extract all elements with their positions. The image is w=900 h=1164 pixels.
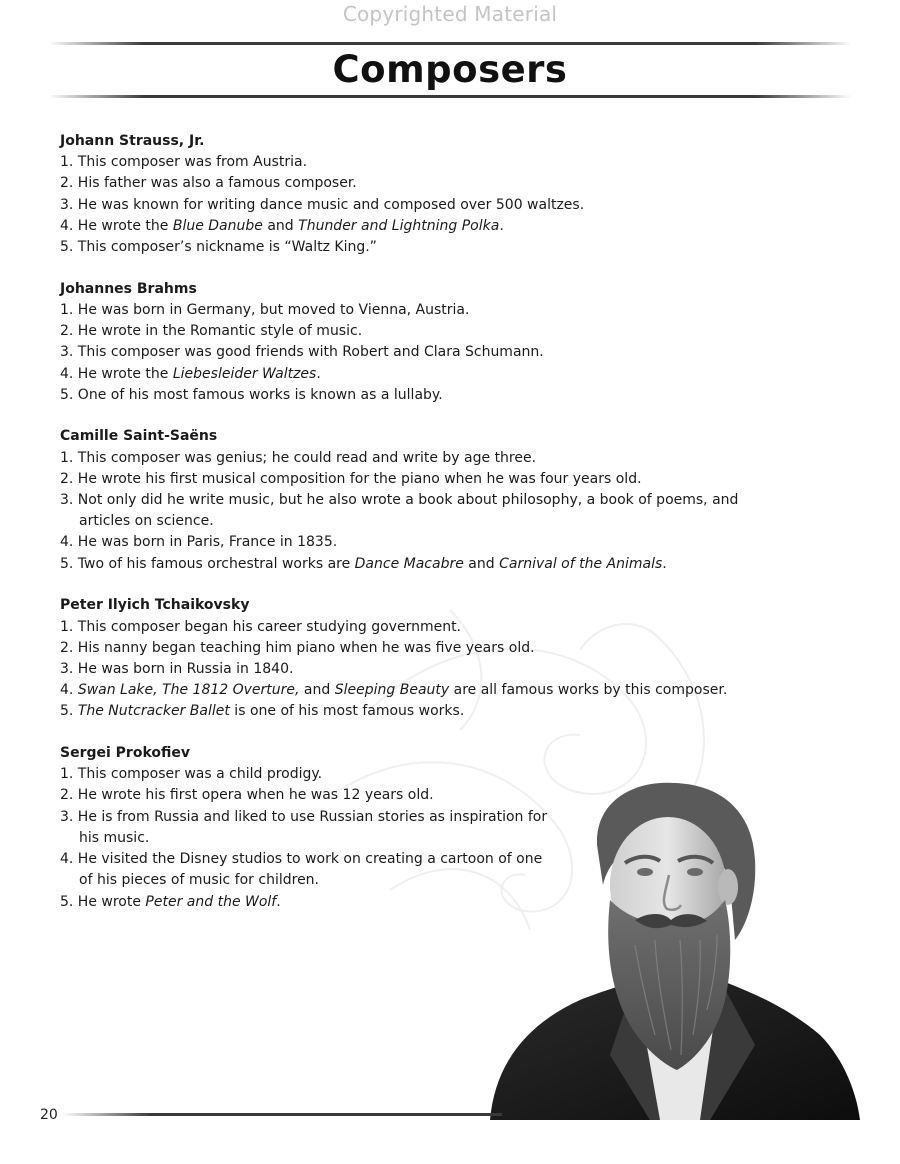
composer-fact (60, 152, 780, 173)
fact-text: 2. He wrote his first musical composition for the piano when he was four years old. (60, 470, 642, 487)
fact-text: 3. This composer was good friends with Robert and Clara Schumann. (60, 344, 544, 361)
composer-fact (60, 342, 780, 363)
work-title: The Nutcracker Ballet (77, 703, 230, 720)
composer-fact (60, 300, 780, 321)
work-title: Sleeping Beauty (334, 682, 450, 699)
fact-text: and (262, 217, 299, 234)
fact-text: 5. (60, 703, 78, 720)
fact-text: 2. His nanny began teaching him piano when he was five years old. (60, 639, 535, 656)
composer-fact (60, 237, 780, 258)
fact-text: 4. (60, 682, 78, 699)
composer-fact (60, 173, 780, 194)
fact-text: are all famous works by this composer. (449, 682, 728, 699)
composer-name: Sergei Prokofiev (60, 745, 191, 762)
fact-text: 1. This composer was genius; he could read and write by age three. (60, 449, 537, 466)
work-title: Blue Danube (172, 217, 263, 234)
fact-text: 1. He was born in Germany, but moved to Vienna, Austria. (60, 301, 470, 318)
fact-text: 1. This composer was a child prodigy. (60, 766, 323, 783)
composer-fact (60, 216, 780, 237)
composer-fact (60, 490, 780, 532)
fact-text: 4. He was born in Paris, France in 1835. (60, 534, 338, 551)
composer-fact (60, 321, 780, 342)
fact-text: 3. He was known for writing dance music and composed over 500 waltzes. (60, 196, 585, 213)
fact-text: 5. Two of his famous orchestral works are (60, 555, 355, 572)
composer-fact (60, 638, 780, 659)
fact-text: 4. He wrote the (60, 365, 173, 382)
fact-text: 1. This composer was from Austria. (60, 154, 308, 171)
composer-name: Johann Strauss, Jr. (60, 133, 205, 149)
work-title: Swan Lake, The 1812 Overture, (77, 682, 300, 699)
composer-section (60, 595, 780, 722)
fact-text: 4. He wrote the (60, 217, 173, 234)
composer-fact (60, 680, 780, 701)
fact-text: 2. He wrote in the Romantic style of music. (60, 323, 363, 340)
composer-fact (60, 448, 780, 469)
fact-text: and (299, 682, 335, 699)
fact-text: 1. This composer began his career studying government. (60, 618, 462, 635)
composer-section (60, 426, 780, 574)
fact-text: 5. One of his most famous works is known as a lullaby. (60, 386, 443, 403)
composer-fact (60, 532, 780, 553)
fact-text: . (276, 893, 281, 910)
footer-rule (62, 1113, 502, 1116)
work-title: Peter and the Wolf (145, 893, 277, 910)
work-title: Thunder and Lightning Polka (298, 217, 500, 234)
composer-fact (60, 469, 780, 490)
composer-name: Peter Ilyich Tchaikovsky (60, 597, 250, 614)
fact-text: 5. This composer’s nickname is “Waltz King.” (60, 239, 377, 256)
composer-fact (60, 385, 780, 406)
fact-text: . (316, 365, 321, 382)
fact-text: . (662, 555, 667, 572)
fact-text: 4. He visited the Disney studios to work on creating a cartoon of one of his pieces of music for children. (60, 851, 543, 889)
page-title: Composers (332, 48, 568, 91)
composer-fact (60, 195, 780, 216)
composer-name: Johannes Brahms (60, 280, 197, 297)
copyright-watermark: Copyrighted Material (342, 2, 558, 26)
title-rule-top (48, 42, 852, 45)
composer-fact (60, 701, 780, 722)
work-title: Liebesleider Waltzes (172, 365, 317, 382)
fact-text: . (499, 217, 504, 234)
composer-portrait (485, 775, 865, 1120)
fact-text: 2. His father was also a famous composer. (60, 175, 357, 192)
fact-text: 3. Not only did he write music, but he also wrote a book about philosophy, a book of poems, and articles on science. (60, 492, 739, 530)
composer-section (60, 131, 780, 258)
work-title: Carnival of the Animals (499, 555, 663, 572)
composer-fact (60, 554, 780, 575)
composer-section (60, 279, 780, 406)
composer-fact (60, 617, 780, 638)
fact-text: 3. He was born in Russia in 1840. (60, 660, 294, 677)
page-number: 20 (40, 1107, 58, 1123)
fact-text: is one of his most famous works. (229, 703, 465, 720)
fact-text: and (463, 555, 500, 572)
composer-fact (60, 659, 780, 680)
fact-text: 5. He wrote (60, 893, 146, 910)
composer-name: Camille Saint-Saëns (60, 428, 218, 445)
work-title: Dance Macabre (354, 555, 464, 572)
fact-text: 2. He wrote his first opera when he was 12 years old. (60, 787, 434, 804)
title-rule-bottom (48, 95, 852, 98)
fact-text: 3. He is from Russia and liked to use Russian stories as inspiration for his music. (60, 808, 548, 846)
composer-fact (60, 364, 780, 385)
